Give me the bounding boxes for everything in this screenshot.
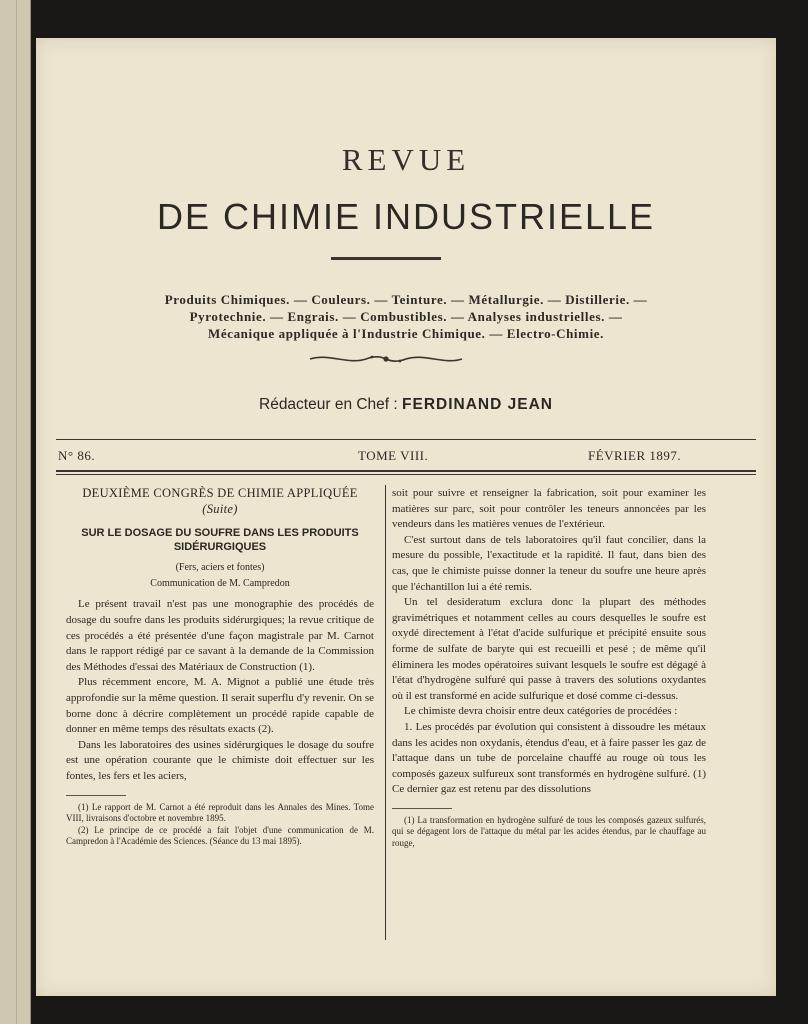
topics-line-1: Produits Chimiques. — Couleurs. — Teinture. — Métallurgie. — Distillerie. — xyxy=(164,292,648,307)
left-paragraph-2: Plus récemment encore, M. A. Mignot a publié une étude très approfondie sur la même question. Il serait superflu d'y revenir. On se borne donc à décrire complètement un procédé rapide capable de donner en même temps des résultats exacts (2). xyxy=(66,676,374,736)
journal-page xyxy=(36,38,776,996)
left-footnote-1: (1) Le rapport de M. Carnot a été reproduit dans les Annales des Mines. Tome VIII, livraisons d'octobre et novembre 1895. xyxy=(66,801,374,823)
editor-name: FERDINAND JEAN xyxy=(402,396,553,413)
rule-top xyxy=(56,439,756,440)
section-suite: (Suite) xyxy=(202,501,238,516)
right-column xyxy=(392,486,706,849)
ornament-divider xyxy=(308,352,464,366)
topics-line-3: Mécanique appliquée à l'Industrie Chimique. — Electro-Chimie. xyxy=(207,326,605,341)
article-byline: Communication de M. Campredon xyxy=(150,577,290,589)
right-paragraph-1: soit pour suivre et renseigner la fabrication, soit pour examiner les matières sur parc, soit pour contrôler les teneurs annoncées par les vendeurs dans les matières venues de l'extérieur. xyxy=(392,487,706,531)
left-footnote-2: (2) Le principe de ce procédé a fait l'objet d'une communication de M. Campredon à l'Académie des Sciences. (Séance du 13 mai 1895). xyxy=(66,824,374,846)
column-divider xyxy=(385,485,386,940)
masthead-rule xyxy=(331,257,441,260)
issue-number: N° 86. xyxy=(58,448,96,463)
section-heading: DEUXIÈME CONGRÈS DE CHIMIE APPLIQUÉE xyxy=(82,486,358,500)
right-footnote-1: (1) La transformation en hydrogène sulfuré de tous les composés gazeux sulfurés, qui se dégagent lors de l'attaque du métal par les acides étendus, par le chauffage au rouge, xyxy=(392,814,706,848)
editor-label: Rédacteur en Chef : xyxy=(259,396,398,413)
article-title-line-1: SUR LE DOSAGE DU SOUFRE DANS LES PRODUITS xyxy=(81,527,359,540)
editor-line xyxy=(36,396,776,414)
right-paragraph-2: C'est surtout dans de tels laboratoires qu'il faut concilier, dans la mesure du possible, l'exactitude et la rapidité. Il faut, dans bien des cas, que le chimiste puisse donner la teneur du soufre une heure après que l'échantillon lui a été remis. xyxy=(392,533,706,593)
right-footnote-rule xyxy=(392,808,452,809)
right-paragraph-4: Le chimiste devra choisir entre deux catégories de procédées : xyxy=(404,705,678,718)
article-title-line-2: SIDÉRURGIQUES xyxy=(173,541,267,554)
right-paragraph-5: 1. Les procédés par évolution qui consistent à dissoudre les métaux dans les acides non oxydanis, étendus d'eau, et à faire passer les gaz de l'attaque dans un tube de porcelaine chauffé au rouge où tous les composés gazeux sulfureux sont transformés en hydrogène sulfuré. (1) Ce dernier gaz est retenu par des dissolutions xyxy=(392,720,706,796)
masthead-title: DE CHIMIE INDUSTRIELLE xyxy=(156,196,656,237)
rule-bottom-thin xyxy=(56,474,756,475)
issue-tome: TOME VIII. xyxy=(358,448,429,463)
left-paragraph-3: Dans les laboratoires des usines sidérurgiques le dosage du soufre est une opération courante que le chimiste doit effectuer sur les fontes, les fers et les aciers, xyxy=(66,738,374,782)
topics-line-2: Pyrotechnie. — Engrais. — Combustibles. — Analyses industrielles. — xyxy=(189,309,623,324)
article-subtitle: (Fers, aciers et fontes) xyxy=(175,562,265,574)
rule-bottom xyxy=(56,470,756,472)
adjacent-page-edge xyxy=(0,0,31,1024)
right-paragraph-3: Un tel desideratum exclura donc la plupart des méthodes gravimétriques et notamment celles au cours desquelles le soufre est oxydé directement à l'état d'acide sulfurique et précipité ensuite sous forme de sulfate de baryte qui est recueilli et pesé ; de même qu'il éliminera les modes opératoires suivant lesquels le soufre est dégagé à l'état d'hydrogène sulfuré qui passe à travers des solutions oxydantes où il est transformé en acide sulfurique et dosé comme ci-dessus. xyxy=(392,596,706,702)
left-paragraph-1: Le présent travail n'est pas une monographie des procédés de dosage du soufre dans les produits sidérurgiques; la revue critique de ces procédés a été présentée d'une façon magistrale par M. Carnot dans le rapport rédigé par ce savant à la demande de la Commission des Méthodes d'essai des Matériaux de Construction (1). xyxy=(66,598,374,673)
masthead-revue: REVUE xyxy=(341,142,471,177)
issue-date: FÉVRIER 1897. xyxy=(588,448,682,463)
left-column xyxy=(66,486,374,848)
left-footnote-rule xyxy=(66,795,126,796)
